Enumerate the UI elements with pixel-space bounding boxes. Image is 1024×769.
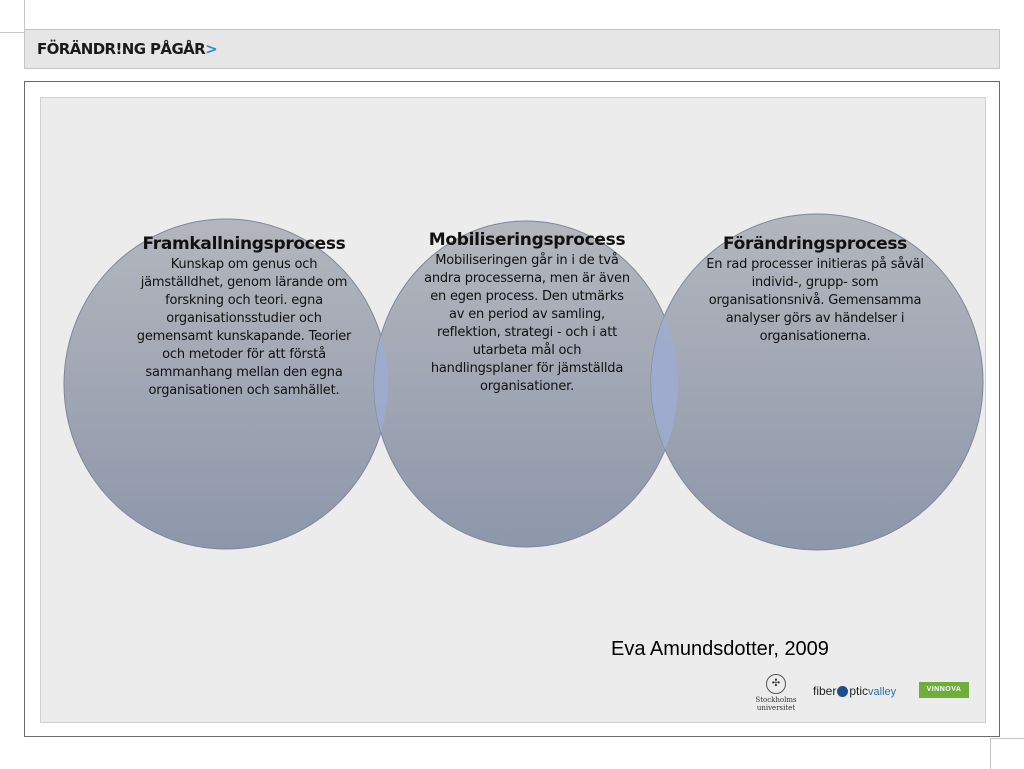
vinnova-logo: VINNOVA: [919, 682, 969, 698]
fiber-optic-valley-logo: [813, 684, 896, 698]
optic-word: ptic: [849, 684, 869, 698]
university-seal-icon: ✣: [766, 674, 786, 694]
su-name-line1: Stockholms: [755, 696, 797, 704]
valley-word: valley: [868, 686, 897, 698]
fiber-o-icon: [837, 686, 848, 697]
corner-decoration: [0, 0, 25, 33]
circle-2-title: Mobiliseringsprocess: [428, 230, 626, 250]
header-title: [37, 40, 217, 58]
header-arrow-icon: >: [205, 40, 218, 58]
circle-2-body: Mobiliseringen går in i de två andra processerna, men är även en egen process. Den utmärks av en period av samling, reflektion, strategi - och i att utarbeta mål och handlingsplaner för jämställda organisationer.: [424, 253, 630, 394]
logo-strip: [751, 674, 981, 714]
circle-3-text: [705, 234, 925, 346]
circle-1-body: Kunskap om genus och jämställdhet, genom lärande om forskning och teori. egna organisationsstudier och gemensamt kunskapande. Teorier och metoder för att förstå sammanhang mellan den egna organisationen och samhället.: [136, 257, 352, 398]
slide-canvas: [40, 97, 986, 723]
circle-2-text: [421, 230, 633, 396]
corner-decoration-bottom: [990, 738, 1024, 769]
header-bar: [24, 29, 1000, 69]
venn-diagram: [41, 98, 985, 722]
stockholms-universitet-logo: [751, 674, 801, 714]
circle-3-body: En rad processer initieras på såväl individ-, grupp- som organisationsnivå. Gemensamma analyser görs av händelser i organisationerna.: [706, 257, 924, 344]
su-name-line2: universitet: [756, 704, 796, 712]
circle-3-title: Förändringsprocess: [722, 234, 907, 254]
author-credit: Eva Amundsdotter, 2009: [611, 638, 829, 660]
circle-1-text: [129, 234, 359, 400]
slide-frame: [24, 81, 1000, 737]
fiber-word: fiber: [813, 684, 837, 698]
circle-1-title: Framkallningsprocess: [142, 234, 346, 254]
header-title-text: FÖRÄNDR!NG PÅGÅR: [37, 40, 206, 58]
